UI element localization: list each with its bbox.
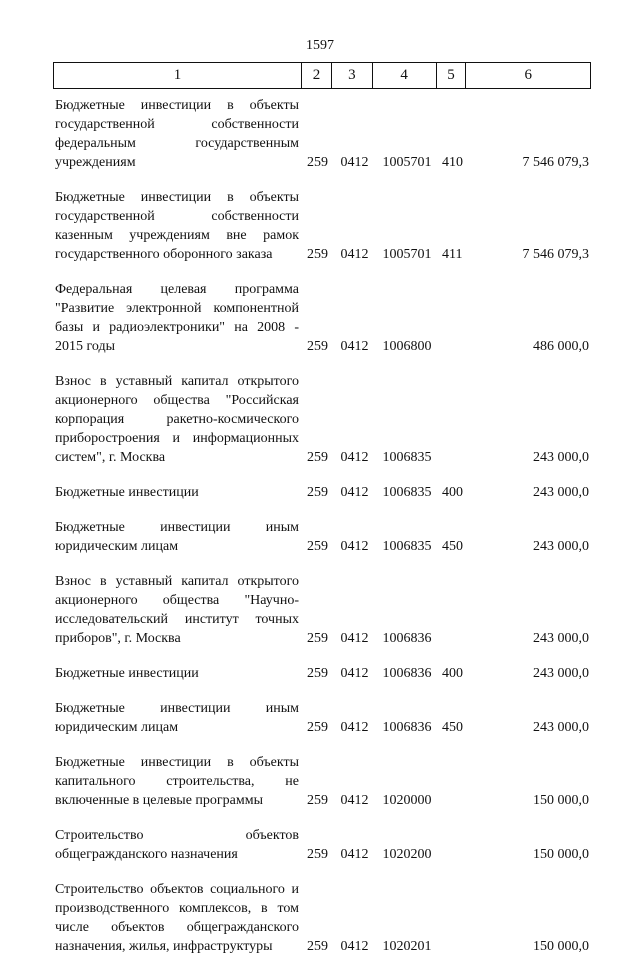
row-col-4: 1006836 [382,666,432,681]
row-col-2: 259 [307,450,328,465]
column-header-5: 5 [437,63,467,88]
row-col-4: 1006800 [382,339,432,354]
row-amount: 243 000,0 [533,666,589,681]
row-amount: 486 000,0 [533,339,589,354]
row-amount: 150 000,0 [533,793,589,808]
row-col-4: 1020000 [382,793,432,808]
table-row [55,664,593,683]
row-col-2: 259 [307,247,328,262]
row-col-3: 0412 [340,485,369,500]
table-row [55,826,593,864]
row-description: Бюджетные инвестиции иным юридическим лицам [55,701,299,735]
row-description: Федеральная целевая программа "Развитие электронной компонентной базы и радиоэлектроники" на 2008 - 2015 годы [55,282,299,354]
row-col-4: 1020200 [382,847,432,862]
row-col-4: 1020201 [382,939,432,954]
row-description: Бюджетные инвестиции в объекты государственной собственности казенным учреждениям вне рамок государственного оборонного заказа [55,190,299,262]
row-col-3: 0412 [340,939,369,954]
row-description: Взнос в уставный капитал открытого акционерного общества "Научно-исследовательский институт точных приборов", г. Москва [55,574,299,646]
row-col-3: 0412 [340,339,369,354]
row-col-5: 450 [442,720,463,735]
row-amount: 243 000,0 [533,631,589,646]
row-col-5: 400 [442,666,463,681]
row-col-4: 1006835 [382,485,432,500]
row-amount: 243 000,0 [533,450,589,465]
row-description: Взнос в уставный капитал открытого акционерного общества "Российская корпорация ракетно-космического приборостроения и информационных систем", г. Москва [55,374,299,465]
row-col-2: 259 [307,793,328,808]
row-description: Строительство объектов общегражданского назначения [55,828,299,862]
row-col-2: 259 [307,539,328,554]
table-row [55,483,593,502]
row-col-4: 1005701 [382,247,432,262]
row-col-2: 259 [307,939,328,954]
table-row [55,96,593,172]
table-row [55,372,593,467]
row-col-3: 0412 [340,847,369,862]
row-col-5: 400 [442,485,463,500]
table-row [55,188,593,264]
table-row [55,280,593,356]
row-amount: 243 000,0 [533,539,589,554]
row-col-3: 0412 [340,155,369,170]
row-description: Строительство объектов социального и производственного комплексов, в том числе объектов общегражданского назначения, жилья, инфраструктуры [55,882,299,954]
row-description: Бюджетные инвестиции в объекты капитального строительства, не включенные в целевые программы [55,755,299,808]
table-row [55,572,593,648]
row-amount: 243 000,0 [533,485,589,500]
row-amount: 7 546 079,3 [522,247,589,262]
column-header-4: 4 [373,63,437,88]
column-header-1: 1 [54,63,302,88]
row-col-2: 259 [307,485,328,500]
row-col-4: 1006835 [382,450,432,465]
row-col-2: 259 [307,720,328,735]
row-description: Бюджетные инвестиции [55,485,199,500]
row-description: Бюджетные инвестиции [55,666,199,681]
row-col-4: 1006836 [382,720,432,735]
row-description: Бюджетные инвестиции иным юридическим лицам [55,520,299,554]
row-amount: 7 546 079,3 [522,155,589,170]
row-col-5: 410 [442,155,463,170]
row-col-5: 411 [442,247,463,262]
row-amount: 243 000,0 [533,720,589,735]
row-amount: 150 000,0 [533,847,589,862]
row-col-2: 259 [307,631,328,646]
row-col-3: 0412 [340,631,369,646]
row-col-3: 0412 [340,720,369,735]
row-col-2: 259 [307,339,328,354]
table-row [55,753,593,810]
column-header-2: 2 [302,63,332,88]
column-header-3: 3 [332,63,373,88]
table-row [55,518,593,556]
row-col-3: 0412 [340,450,369,465]
row-col-4: 1005701 [382,155,432,170]
row-col-2: 259 [307,155,328,170]
row-col-3: 0412 [340,666,369,681]
row-description: Бюджетные инвестиции в объекты государственной собственности федеральным государственным учреждениям [55,98,299,170]
table-header [53,62,591,89]
row-col-3: 0412 [340,539,369,554]
row-col-2: 259 [307,847,328,862]
row-col-2: 259 [307,666,328,681]
page-number: 1597 [306,38,334,53]
row-col-3: 0412 [340,247,369,262]
table-body [55,96,593,972]
table-row [55,699,593,737]
row-col-3: 0412 [340,793,369,808]
row-col-4: 1006835 [382,539,432,554]
column-header-6: 6 [524,67,532,83]
row-amount: 150 000,0 [533,939,589,954]
row-col-5: 450 [442,539,463,554]
table-row [55,880,593,956]
row-col-4: 1006836 [382,631,432,646]
